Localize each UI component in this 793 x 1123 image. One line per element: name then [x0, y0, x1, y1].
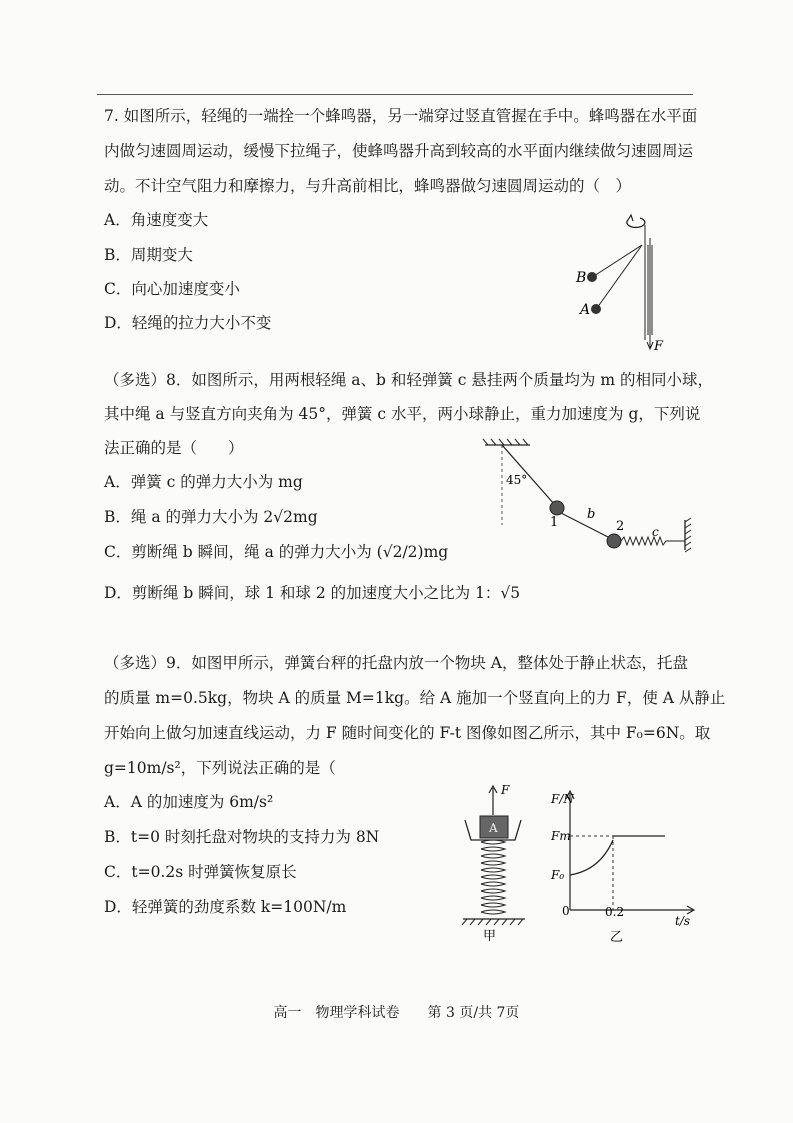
- q8-figure: [480, 440, 695, 560]
- angle-label: 45°: [506, 473, 528, 487]
- q9-option-a: A．A 的加速度为 6m/s²: [104, 793, 274, 811]
- caption-jia: 甲: [483, 929, 497, 944]
- xlabel: t/s: [675, 914, 691, 928]
- q7-figure: [570, 210, 670, 355]
- label-b: B: [576, 270, 587, 286]
- q9-line-1: （多选）9．如图甲所示，弹簧台秤的托盘内放一个物块 A，整体处于静止状态，托盘: [104, 654, 688, 672]
- q8-line-1: （多选）8．如图所示，用两根轻绳 a、b 和轻弹簧 c 悬挂两个质量均为 m 的相同小球，: [104, 371, 713, 389]
- q7-line-3: 动。不计空气阻力和摩擦力，与升高前相比，蜂鸣器做匀速圆周运动的（ ）: [104, 177, 632, 195]
- q7-option-b: B．周期变大: [104, 246, 193, 264]
- q7-line-2: 内做匀速圆周运动，缓慢下拉绳子，使蜂鸣器升高到较高的水平面内继续做匀速圆周运: [104, 142, 694, 160]
- force-curve: [570, 840, 613, 875]
- q9-line-4: g=10m/s²，下列说法正确的是（: [104, 759, 336, 777]
- q9-line-3: 开始向上做匀加速直线运动，力 F 随时间变化的 F-t 图像如图乙所示，其中 F₀=6N。取: [104, 724, 711, 742]
- q9-line-2: 的质量 m=0.5kg，物块 A 的质量 M=1kg。给 A 施加一个竖直向上的力 F，使 A 从静止: [104, 689, 726, 707]
- header-rule: [97, 94, 693, 95]
- block-label: A: [489, 821, 498, 835]
- q9-option-d: D．轻弹簧的劲度系数 k=100N/m: [104, 898, 347, 916]
- q7-line-1: 7. 如图所示，轻绳的一端拴一个蜂鸣器，另一端穿过竖直管握在手中。蜂鸣器在水平面: [104, 107, 698, 125]
- q7-option-a: A．角速度变大: [104, 211, 209, 229]
- q9-option-b: B．t=0 时刻托盘对物块的支持力为 8N: [104, 828, 380, 846]
- ball-2: [607, 534, 621, 548]
- q7-option-d: D．轻绳的拉力大小不变: [104, 314, 272, 332]
- q7-option-c: C．向心加速度变小: [104, 280, 240, 298]
- tick-label: 0.2: [605, 905, 625, 919]
- rope-b-label: b: [587, 507, 596, 522]
- q9-figure-jia: [455, 780, 535, 945]
- ball-1-label: 1: [550, 515, 559, 530]
- ball-b: [587, 272, 597, 282]
- ball-a: [591, 304, 601, 314]
- origin-label: 0: [562, 904, 570, 918]
- label-a: A: [580, 302, 591, 318]
- page-footer: 高一 物理学科试卷 第 3 页/共 7页: [273, 1005, 520, 1021]
- caption-yi: 乙: [610, 930, 624, 945]
- q8-option-d: D．剪断绳 b 瞬间，球 1 和球 2 的加速度大小之比为 1：√5: [104, 584, 521, 602]
- rotation-arrow-icon: [627, 218, 645, 227]
- q8-line-3: 法正确的是（ ）: [104, 439, 244, 457]
- ylabel: F/N: [551, 792, 574, 806]
- f0-label: F₀: [551, 868, 565, 882]
- ball-2-label: 2: [616, 519, 625, 534]
- force-label: F: [501, 783, 510, 797]
- q9-option-c: C．t=0.2s 时弹簧恢复原长: [104, 863, 297, 881]
- ball-1: [550, 501, 564, 515]
- q8-line-2: 其中绳 a 与竖直方向夹角为 45°，弹簧 c 水平，两小球静止，重力加速度为 g，下列说: [104, 405, 701, 423]
- q8-option-a: A．弹簧 c 的弹力大小为 mg: [104, 473, 303, 491]
- q9-figure-yi: [545, 785, 705, 950]
- q8-option-b: B．绳 a 的弹力大小为 2√2mg: [104, 508, 318, 526]
- q8-option-c: C．剪断绳 b 瞬间，绳 a 的弹力大小为 (√2/2)mg: [104, 543, 449, 561]
- label-f: F: [654, 339, 664, 354]
- spring: [481, 840, 505, 914]
- fm-label: Fm: [551, 829, 571, 843]
- spring-c-label: c: [652, 525, 659, 539]
